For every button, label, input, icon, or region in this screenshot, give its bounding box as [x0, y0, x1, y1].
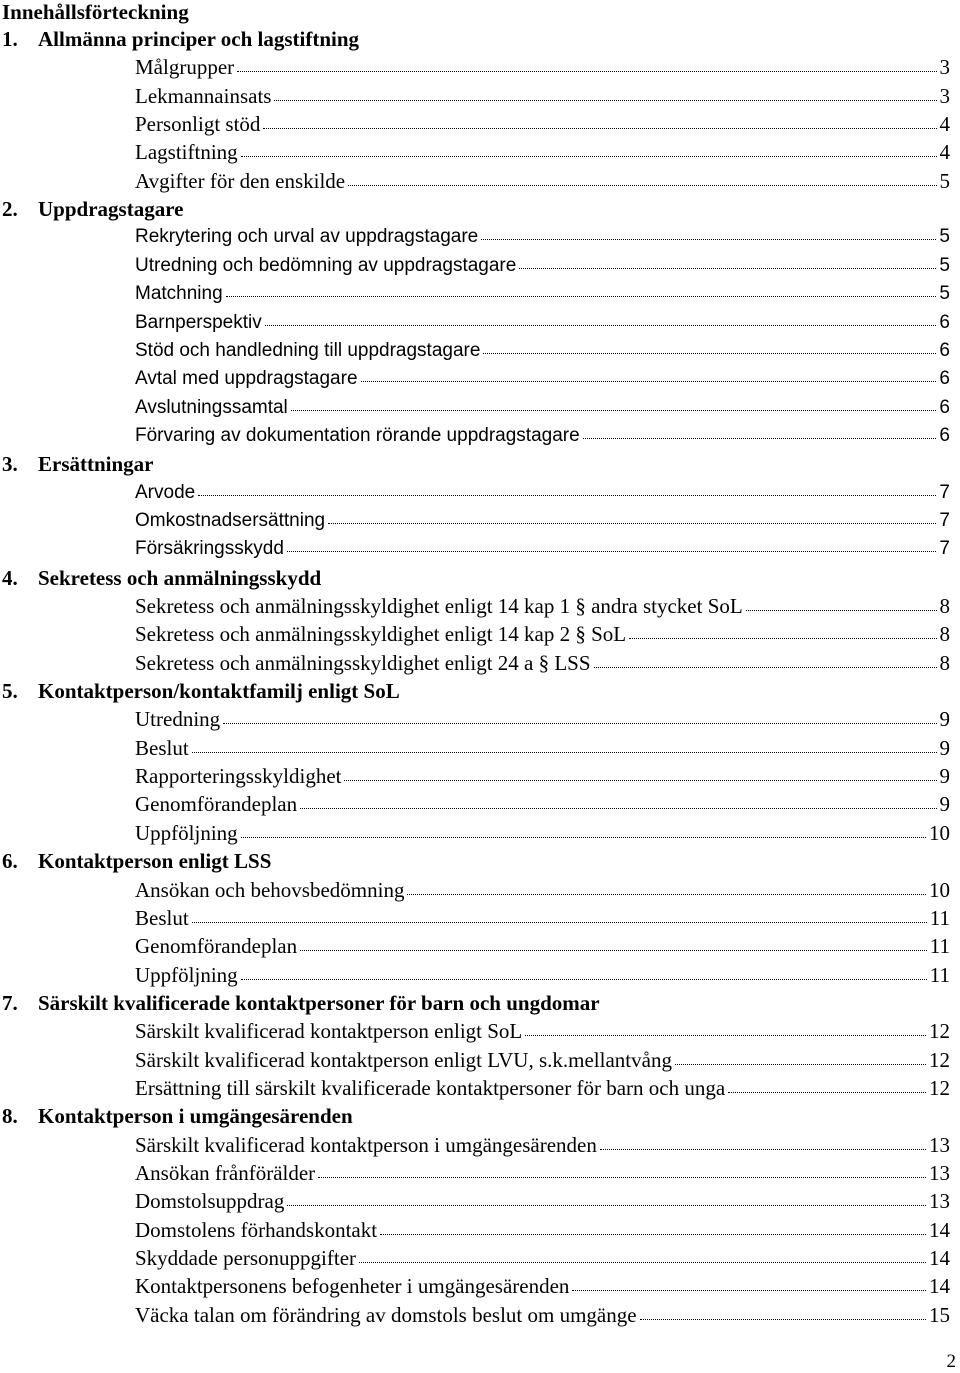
dot-leader [359, 1248, 926, 1263]
toc-entry-page: 13 [929, 1161, 950, 1185]
toc-entry-label: Förvaring av dokumentation rörande uppdragstagare [135, 424, 580, 446]
toc-entry[interactable] [135, 878, 950, 902]
toc-entry-label: Lagstiftning [135, 140, 238, 165]
section-number: 5. [2, 679, 18, 704]
dot-leader [361, 367, 937, 382]
section-title: Kontaktperson i umgängesärenden [38, 1104, 353, 1129]
toc-entry[interactable] [135, 1133, 950, 1157]
toc-entry[interactable] [135, 1218, 950, 1242]
dot-leader [519, 254, 936, 269]
dot-leader [198, 481, 936, 496]
toc-entry[interactable] [135, 736, 950, 760]
toc-entry-page: 14 [929, 1246, 950, 1271]
toc-entry[interactable] [135, 764, 950, 788]
toc-entry-label: Barnperspektiv [135, 311, 262, 333]
section-title: Sekretess och anmälningsskydd [38, 565, 322, 590]
section-heading[interactable] [2, 991, 600, 1015]
toc-entry[interactable] [135, 906, 950, 930]
dot-leader [675, 1050, 926, 1065]
toc-entry-page: 8 [939, 622, 950, 647]
toc-entry-page: 13 [929, 1132, 950, 1157]
toc-entry[interactable] [135, 622, 950, 646]
toc-entry-label: Personligt stöd [135, 112, 261, 137]
toc-entry[interactable] [135, 169, 950, 193]
dot-leader [583, 424, 937, 439]
toc-entry[interactable] [135, 509, 950, 533]
toc-entry-page: 6 [939, 339, 950, 361]
toc-entry-label: Målgrupper [135, 55, 235, 80]
toc-entry[interactable] [135, 821, 950, 845]
toc-entry-page: 7 [939, 481, 950, 503]
toc-entry-label: Genomförandeplan [135, 792, 298, 817]
dot-leader [525, 1021, 926, 1036]
toc-entry-page: 4 [939, 140, 950, 165]
dot-leader [274, 86, 936, 101]
toc-entry[interactable] [135, 254, 950, 278]
toc-entry-page: 13 [929, 1189, 950, 1214]
toc-entry[interactable] [135, 367, 950, 391]
toc-entry-label: Beslut [135, 735, 189, 760]
dot-leader [344, 766, 936, 781]
toc-entry-label: Arvode [135, 481, 196, 503]
toc-entry-page: 8 [939, 650, 950, 675]
toc-entry[interactable] [135, 651, 950, 675]
toc-entry-label: Ansökan och behovsbedömning [135, 877, 405, 902]
toc-entry[interactable] [135, 792, 950, 816]
toc-entry[interactable] [135, 1303, 950, 1327]
toc-entry-label: Beslut [135, 905, 189, 930]
toc-entry[interactable] [135, 140, 950, 164]
toc-entry[interactable] [135, 1189, 950, 1213]
toc-entry[interactable] [135, 1048, 950, 1072]
toc-entry-label: Uppföljning [135, 962, 238, 987]
dot-leader [237, 57, 936, 72]
toc-entry-page: 3 [939, 83, 950, 108]
toc-entry-label: Särskilt kvalificerad kontaktperson enligt SoL [135, 1019, 523, 1044]
toc-entry-label: Avslutningssamtal [135, 396, 288, 418]
toc-entry[interactable] [135, 963, 950, 987]
toc-entry-label: Kontaktpersonens befogenheter i umgängesärenden [135, 1274, 570, 1299]
toc-entry[interactable] [135, 112, 950, 136]
toc-entry-label: Särskilt kvalificerad kontaktperson i umgängesärenden [135, 1132, 597, 1157]
toc-entry-label: Matchning [135, 283, 223, 305]
dot-leader [407, 880, 926, 895]
toc-entry-page: 5 [939, 283, 950, 305]
dot-leader [380, 1220, 926, 1235]
toc-entry-page: 12 [929, 1075, 950, 1100]
section-number: 3. [2, 452, 18, 477]
dot-leader [300, 936, 927, 951]
toc-entry-label: Domstolens förhandskontakt [135, 1217, 378, 1242]
section-title: Ersättningar [38, 452, 154, 477]
dot-leader [192, 738, 937, 753]
toc-entry-label: Avtal med uppdragstagare [135, 368, 358, 390]
toc-entry[interactable] [135, 339, 950, 363]
toc-entry-page: 11 [929, 905, 950, 930]
toc-entry[interactable] [135, 84, 950, 108]
toc-entry-page: 9 [939, 764, 950, 789]
toc-entry-label: Domstolsuppdrag [135, 1189, 285, 1214]
section-title: Allmänna principer och lagstiftning [38, 27, 360, 51]
toc-entry-page: 8 [939, 594, 950, 618]
dot-leader [728, 1078, 926, 1093]
section-heading[interactable] [2, 197, 183, 221]
dot-leader [287, 537, 937, 552]
toc-entry-page: 5 [939, 254, 950, 276]
dot-leader [640, 1305, 926, 1320]
toc-entry-page: 3 [939, 55, 950, 80]
dot-leader [746, 596, 937, 611]
toc-entry[interactable] [135, 934, 950, 958]
toc-entry[interactable] [135, 396, 950, 420]
section-heading[interactable] [2, 679, 400, 703]
toc-entry-label: Utredning och bedömning av uppdragstagare [135, 254, 517, 276]
toc-entry[interactable] [135, 282, 950, 306]
toc-entry[interactable] [135, 424, 950, 448]
toc-entry-page: 6 [939, 311, 950, 333]
dot-leader [241, 142, 937, 157]
toc-entry-page: 6 [939, 396, 950, 418]
toc-entry-label: Uppföljning [135, 820, 238, 845]
section-number: 2. [2, 197, 18, 222]
toc-entry[interactable] [135, 225, 950, 249]
toc-entry[interactable] [135, 311, 950, 335]
toc-entry-page: 15 [929, 1302, 950, 1327]
section-number: 8. [2, 1104, 18, 1129]
toc-entry-page: 12 [929, 1047, 950, 1072]
toc-entry-page: 9 [939, 707, 950, 732]
dot-leader [594, 653, 937, 668]
toc-entry-label: Sekretess och anmälningsskyldighet enligt 14 kap 1 § andra stycket SoL [135, 594, 743, 618]
toc-entry-page: 9 [939, 735, 950, 760]
dot-leader [348, 171, 936, 186]
toc-entry-page: 5 [939, 226, 950, 248]
toc-entry-page: 14 [929, 1217, 950, 1242]
toc-entry[interactable] [135, 707, 950, 731]
toc-entry-page: 12 [929, 1019, 950, 1044]
toc-entry[interactable] [135, 537, 950, 561]
dot-leader [241, 823, 926, 838]
toc-entry[interactable] [135, 1076, 950, 1100]
dot-leader [226, 282, 937, 297]
toc-entry-label: Försäkringsskydd [135, 538, 284, 560]
section-heading[interactable] [2, 566, 321, 590]
toc-entry-page: 6 [939, 424, 950, 446]
toc-entry-label: Ersättning till särskilt kvalificerade kontaktpersoner för barn och unga [135, 1075, 726, 1100]
toc-entry-page: 6 [939, 368, 950, 390]
toc-entry[interactable] [135, 594, 950, 618]
toc-entry-label: Väcka talan om förändring av domstols beslut om umgänge [135, 1302, 637, 1327]
toc-entry-label: Sekretess och anmälningsskyldighet enligt 24 a § LSS [135, 650, 591, 675]
toc-entry-page: 10 [929, 820, 950, 845]
toc-entry-label: Sekretess och anmälningsskyldighet enligt 14 kap 2 § SoL [135, 622, 627, 647]
dot-leader [223, 709, 936, 724]
dot-leader [318, 1163, 926, 1178]
section-number: 6. [2, 849, 18, 874]
dot-leader [287, 1191, 926, 1206]
dot-leader [483, 339, 936, 354]
toc-entry[interactable] [135, 55, 950, 79]
dot-leader [265, 311, 937, 326]
toc-entry[interactable] [135, 481, 950, 505]
section-heading[interactable] [2, 849, 271, 873]
dot-leader [328, 509, 936, 524]
toc-entry-page: 7 [939, 509, 950, 531]
toc-entry[interactable] [135, 1161, 950, 1185]
toc-entry-label: Lekmannainsats [135, 83, 272, 108]
section-title: Kontaktperson enligt LSS [38, 849, 272, 874]
page-title: Innehållsförteckning [2, 0, 189, 24]
dot-leader [300, 794, 936, 809]
section-number: 1. [2, 27, 18, 51]
toc-entry-page: 10 [929, 877, 950, 902]
toc-entry-label: Rekrytering och urval av uppdragstagare [135, 226, 479, 248]
toc-entry-page: 11 [929, 934, 950, 959]
toc-entry-page: 4 [939, 112, 950, 137]
section-title: Uppdragstagare [38, 197, 184, 222]
dot-leader [263, 114, 936, 129]
dot-leader [291, 396, 937, 411]
section-title: Särskilt kvalificerade kontaktpersoner för barn och ungdomar [38, 990, 600, 1015]
toc-entry-page: 7 [939, 538, 950, 560]
section-title: Kontaktperson/kontaktfamilj enligt SoL [38, 679, 400, 704]
toc-entry-label: Ansökan frånförälder [135, 1161, 316, 1185]
toc-entry-page: 14 [929, 1274, 950, 1299]
toc-entry-label: Rapporteringsskyldighet [135, 764, 342, 789]
section-number: 7. [2, 990, 18, 1015]
toc-entry-label: Utredning [135, 707, 221, 732]
toc-entry-page: 5 [939, 168, 950, 193]
toc-entry-label: Avgifter för den enskilde [135, 168, 346, 193]
dot-leader [241, 965, 927, 980]
toc-entry[interactable] [135, 1019, 950, 1043]
toc-entry-label: Stöd och handledning till uppdragstagare [135, 339, 481, 361]
section-number: 4. [2, 565, 18, 590]
dot-leader [600, 1135, 926, 1150]
toc-entry-page: 9 [939, 792, 950, 817]
toc-entry-label: Genomförandeplan [135, 934, 298, 959]
toc-entry[interactable] [135, 1274, 950, 1298]
dot-leader [572, 1276, 926, 1291]
dot-leader [629, 624, 936, 639]
toc-entry-label: Särskilt kvalificerad kontaktperson enligt LVU, s.k.mellantvång [135, 1047, 672, 1072]
toc-entry[interactable] [135, 1246, 950, 1270]
toc-entry-label: Skyddade personuppgifter [135, 1246, 357, 1271]
toc-entry-page: 11 [929, 962, 950, 987]
section-heading[interactable] [2, 1104, 353, 1128]
dot-leader [481, 225, 936, 240]
page-number: 2 [946, 1351, 956, 1372]
section-heading[interactable] [2, 27, 359, 51]
dot-leader [192, 908, 927, 923]
section-heading[interactable] [2, 452, 154, 476]
toc-entry-label: Omkostnadsersättning [135, 509, 326, 531]
